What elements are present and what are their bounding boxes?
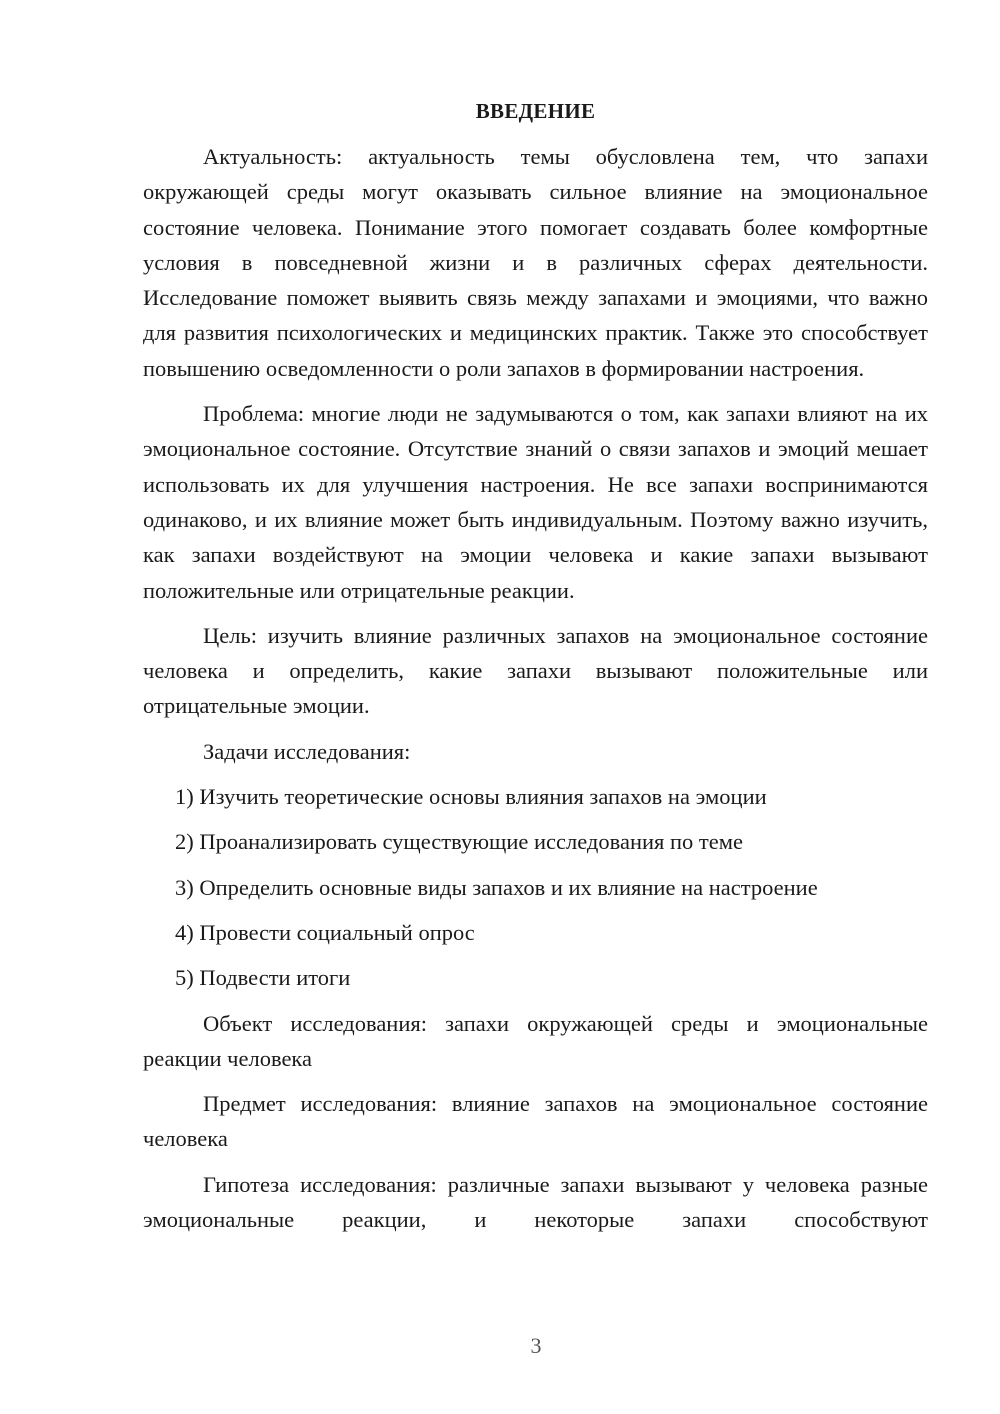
tasks-heading: Задачи исследования: — [203, 738, 411, 764]
task-item: 2) Проанализировать существующие исследования по теме — [175, 829, 743, 855]
task-item: 4) Провести социальный опрос — [175, 919, 475, 945]
paragraph-object: Объект исследования: запахи окружающей среды и эмоциональные реакции человека — [143, 1010, 928, 1071]
paragraph-problem: Проблема: многие люди не задумываются о том, как запахи влияют на их эмоциональное состояние. Отсутствие знаний о связи запахов и эмоций мешает использовать их для улучшения настроения. Не все запахи воспринимаются одинаково, и их влияние может быть индивидуальным. Поэтому важно изучить, как запахи воздействуют на эмоции человека и какие запахи вызывают положительные или отрицательные реакции. — [143, 401, 928, 603]
task-item: 1) Изучить теоретические основы влияния запахов на эмоции — [175, 784, 767, 810]
paragraph-subject: Предмет исследования: влияние запахов на эмоциональное состояние человека — [143, 1091, 928, 1152]
paragraph-relevance: Актуальность: актуальность темы обусловлена тем, что запахи окружающей среды могут оказывать сильное влияние на эмоциональное состояние человека. Понимание этого помогает создавать более комфортные условия в повседневной жизни и в различных сферах деятельности. Исследование поможет выявить связь между запахами и эмоциями, что важно для развития психологических и медицинских практик. Также это способствует повышению осведомленности о роли запахов в формировании настроения. — [143, 144, 928, 381]
section-title: ВВЕДЕНИЕ — [475, 99, 596, 123]
task-item: 5) Подвести итоги — [175, 965, 351, 991]
page-content — [143, 96, 928, 1237]
paragraph-hypothesis: Гипотеза исследования: различные запахи вызывают у человека разные эмоциональные реакции, и некоторые запахи способствуют — [143, 1171, 928, 1233]
tasks-list — [143, 779, 928, 995]
task-item: 3) Определить основные виды запахов и их влияние на настроение — [175, 874, 818, 900]
page-number: 3 — [530, 1333, 542, 1358]
paragraph-goal: Цель: изучить влияние различных запахов на эмоциональное состояние человека и определить, какие запахи вызывают положительные или отрицательные эмоции. — [143, 622, 928, 719]
